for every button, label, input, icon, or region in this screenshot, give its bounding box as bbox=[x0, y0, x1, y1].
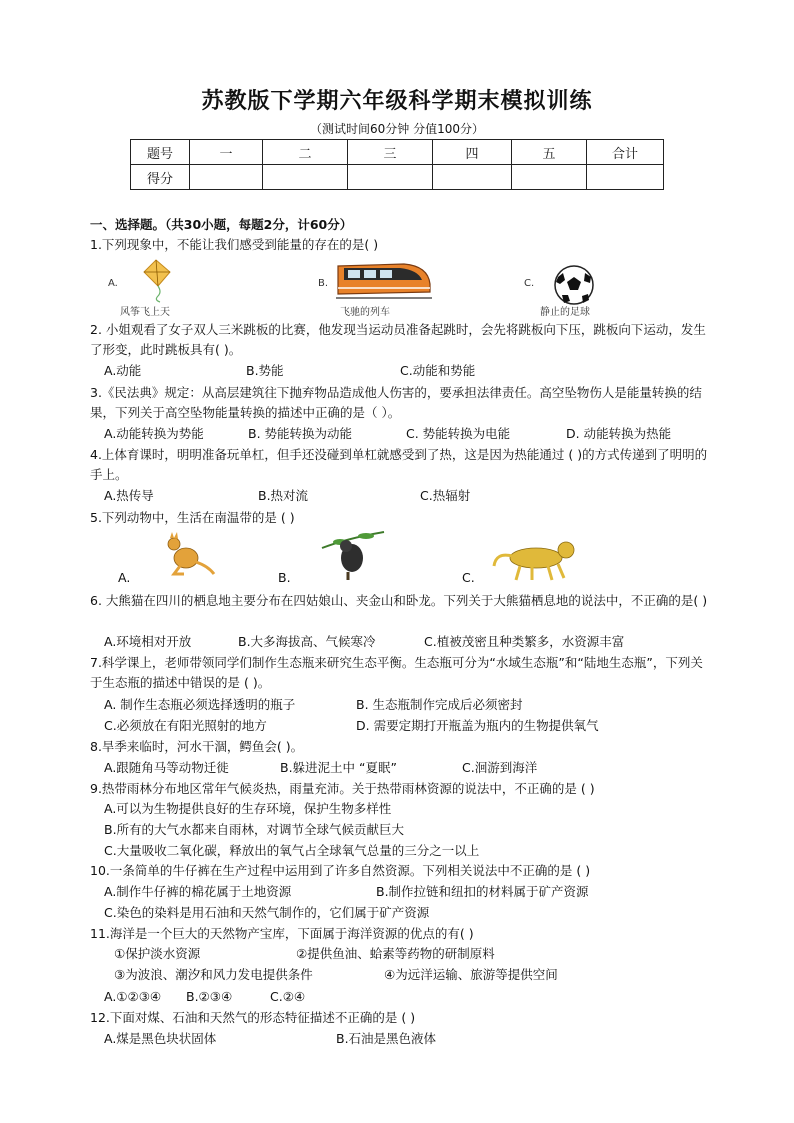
q11-item-3: ③为波浪、潮汐和风力发电提供条件 bbox=[114, 967, 313, 982]
score-table bbox=[130, 139, 664, 190]
question-12-stem: 12.下面对煤、石油和天然气的形态特征描述不正确的是 ( ) bbox=[90, 1010, 416, 1025]
q8-option-c[interactable]: C.洄游到海洋 bbox=[462, 760, 538, 775]
question-6-stem: 6. 大熊猫在四川的栖息地主要分布在四姑娘山、夹金山和卧龙。下列关于大熊猫栖息地的说法中，不正确的是( ) bbox=[90, 593, 708, 608]
koala-icon bbox=[318, 528, 386, 580]
q7-option-d[interactable]: D. 需要定期打开瓶盖为瓶内的生物提供氧气 bbox=[356, 718, 599, 733]
question-1-stem: 1.下列现象中，不能让我们感受到能量的存在的是( ) bbox=[90, 237, 379, 252]
question-5-stem: 5.下列动物中，生活在南温带的是 ( ) bbox=[90, 510, 295, 525]
q1-option-c-label: C. bbox=[524, 278, 535, 289]
q11-option-a[interactable]: A.①②③④ bbox=[104, 989, 162, 1004]
question-3-stem: 3.《民法典》规定：从高层建筑往下抛弃物品造成他人伤害的，要承担法律责任。高空坠物伤人是能量转换的结果，下列关于高空坠物能量转换的描述中正确的是（ ）。 bbox=[90, 385, 702, 420]
score-header-cell: 二 bbox=[263, 140, 348, 165]
q10-option-b[interactable]: B.制作拉链和纽扣的材料属于矿产资源 bbox=[376, 884, 589, 899]
score-input-cell[interactable] bbox=[512, 165, 587, 190]
score-input-cell[interactable] bbox=[587, 165, 664, 190]
kangaroo-icon bbox=[160, 532, 216, 576]
soccer-ball-icon bbox=[552, 265, 596, 305]
q12-option-a[interactable]: A.煤是黑色块状固体 bbox=[104, 1031, 217, 1046]
q5-option-c-label[interactable]: C. bbox=[462, 570, 475, 585]
q3-option-d[interactable]: D. 动能转换为热能 bbox=[566, 426, 672, 441]
q8-option-a[interactable]: A.跟随角马等动物迁徙 bbox=[104, 760, 229, 775]
q1-option-b-label: B. bbox=[318, 278, 329, 289]
question-11-stem: 11.海洋是一个巨大的天然物产宝库，下面属于海洋资源的优点的有( ) bbox=[90, 926, 474, 941]
question-2-stem: 2. 小姐观看了女子双人三米跳板的比赛，他发现当运动员准备起跳时，会先将跳板向下压，跳板向下运动，发生了形变，此时跳板具有( )。 bbox=[90, 322, 706, 357]
kite-icon bbox=[136, 258, 182, 302]
score-header-cell: 五 bbox=[512, 140, 587, 165]
q10-option-a[interactable]: A.制作牛仔裤的棉花属于土地资源 bbox=[104, 884, 292, 899]
q1-option-a-caption: 风筝飞上天 bbox=[120, 307, 170, 318]
q6-option-b[interactable]: B.大多海拔高、气候寒冷 bbox=[238, 634, 376, 649]
score-header-cell: 一 bbox=[190, 140, 263, 165]
q6-option-c[interactable]: C.植被茂密且种类繁多，水资源丰富 bbox=[424, 634, 625, 649]
score-row-label: 得分 bbox=[131, 165, 190, 190]
q3-option-b[interactable]: B. 势能转换为动能 bbox=[248, 426, 353, 441]
section-heading: 一、选择题。（共30小题，每题2分，计60分） bbox=[90, 217, 353, 232]
exam-title: 苏教版下学期六年级科学期末模拟训练 bbox=[201, 88, 593, 114]
train-icon bbox=[334, 258, 434, 302]
q1-option-b-caption: 飞驰的列车 bbox=[340, 307, 390, 318]
q7-option-b[interactable]: B. 生态瓶制作完成后必须密封 bbox=[356, 697, 523, 712]
score-input-cell[interactable] bbox=[433, 165, 512, 190]
q12-option-b[interactable]: B.石油是黑色液体 bbox=[336, 1031, 437, 1046]
q5-option-b-label[interactable]: B. bbox=[278, 570, 291, 585]
score-table-score-row bbox=[131, 165, 664, 190]
monkey-icon bbox=[486, 534, 582, 582]
q2-option-b[interactable]: B.势能 bbox=[246, 363, 284, 378]
score-input-cell[interactable] bbox=[348, 165, 433, 190]
q3-option-a[interactable]: A.动能转换为势能 bbox=[104, 426, 204, 441]
q1-option-a-label: A. bbox=[108, 278, 118, 289]
q5-option-a-label[interactable]: A. bbox=[118, 570, 131, 585]
q10-option-c[interactable]: C.染色的染料是用石油和天然气制作的，它们属于矿产资源 bbox=[104, 905, 430, 920]
q9-option-b[interactable]: B.所有的大气水都来自雨林，对调节全球气候贡献巨大 bbox=[104, 822, 405, 837]
q11-item-4: ④为远洋运输、旅游等提供空间 bbox=[384, 967, 558, 982]
q11-option-b[interactable]: B.②③④ bbox=[186, 989, 233, 1004]
q2-option-c[interactable]: C.动能和势能 bbox=[400, 363, 476, 378]
q9-option-a[interactable]: A.可以为生物提供良好的生存环境，保护生物多样性 bbox=[104, 801, 392, 816]
q11-option-c[interactable]: C.②④ bbox=[270, 989, 306, 1004]
score-header-cell: 合计 bbox=[587, 140, 664, 165]
q4-option-b[interactable]: B.热对流 bbox=[258, 488, 309, 503]
question-7-stem: 7.科学课上，老师带领同学们制作生态瓶来研究生态平衡。生态瓶可分为“水域生态瓶”和“陆地生态瓶”，下列关于生态瓶的描述中错误的是 ( )。 bbox=[90, 655, 703, 690]
q3-option-c[interactable]: C. 势能转换为电能 bbox=[406, 426, 511, 441]
exam-subtitle: （测试时间60分钟 分值100分） bbox=[310, 122, 484, 136]
score-header-cell: 三 bbox=[348, 140, 433, 165]
q4-option-a[interactable]: A.热传导 bbox=[104, 488, 154, 503]
score-header-cell: 四 bbox=[433, 140, 512, 165]
q11-item-2: ②提供鱼油、蛤素等药物的研制原料 bbox=[296, 946, 495, 961]
q11-item-1: ①保护淡水资源 bbox=[114, 946, 201, 961]
q7-option-c[interactable]: C.必须放在有阳光照射的地方 bbox=[104, 718, 267, 733]
question-10-stem: 10.一条简单的牛仔裤在生产过程中运用到了许多自然资源。下列相关说法中不正确的是 ( ) bbox=[90, 863, 591, 878]
q9-option-c[interactable]: C.大量吸收二氧化碳，释放出的氧气占全球氧气总量的三分之一以上 bbox=[104, 843, 480, 858]
score-input-cell[interactable] bbox=[263, 165, 348, 190]
q8-option-b[interactable]: B.躲进泥土中 “夏眠” bbox=[280, 760, 397, 775]
q7-option-a[interactable]: A. 制作生态瓶必须选择透明的瓶子 bbox=[104, 697, 296, 712]
q4-option-c[interactable]: C.热辐射 bbox=[420, 488, 471, 503]
q2-option-a[interactable]: A.动能 bbox=[104, 363, 142, 378]
question-8-stem: 8.旱季来临时，河水干涸，鳄鱼会( )。 bbox=[90, 739, 304, 754]
question-4-stem: 4.上体育课时，明明准备玩单杠，但手还没碰到单杠就感受到了热，这是因为热能通过 ( )的方式传递到了明明的手上。 bbox=[90, 447, 708, 482]
score-header-cell: 题号 bbox=[131, 140, 190, 165]
score-table-header-row bbox=[131, 140, 664, 165]
score-input-cell[interactable] bbox=[190, 165, 263, 190]
q1-option-c-caption: 静止的足球 bbox=[540, 307, 590, 318]
question-9-stem: 9.热带雨林分布地区常年气候炎热，雨量充沛。关于热带雨林资源的说法中，不正确的是 ( ) bbox=[90, 781, 595, 796]
q6-option-a[interactable]: A.环境相对开放 bbox=[104, 634, 192, 649]
